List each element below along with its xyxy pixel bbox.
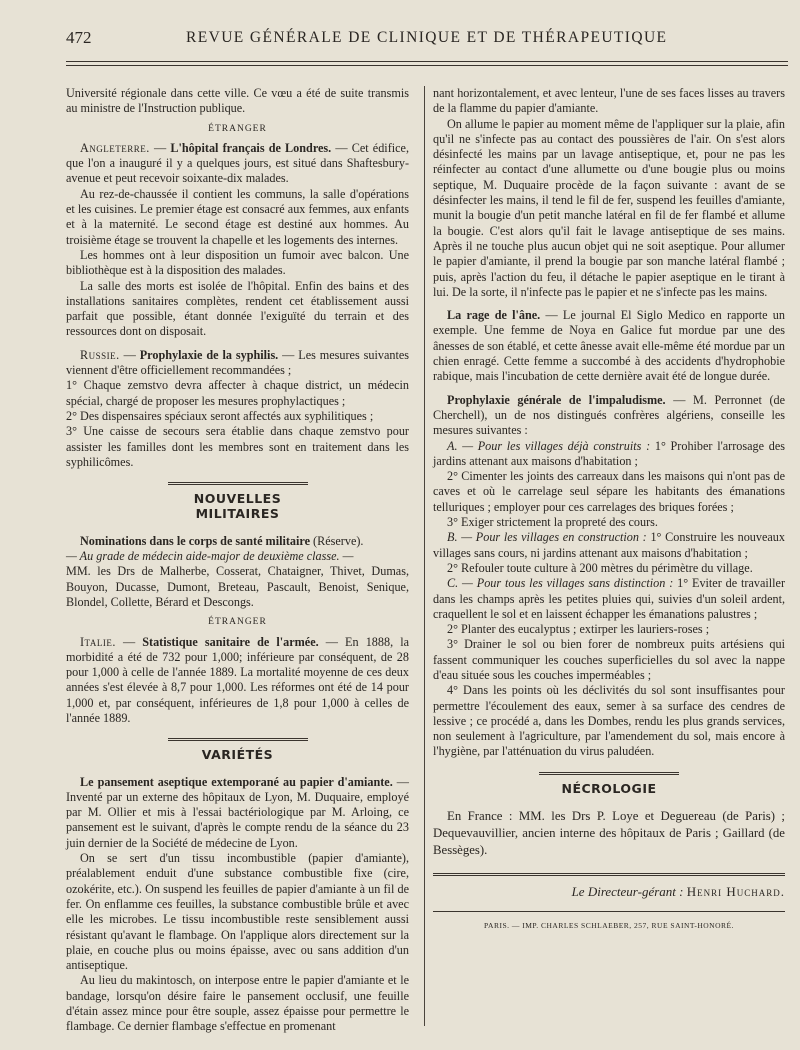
item-text: — En 1888, la morbidité a été de 732 pour 1,000; inférieure par conséquent, de 28 pour 1,000 à celle de l'année 1889. La mortalité moyenne de ces deux années s'est élevée à 8,7 pour 1,000. Les réformes ont été de 14 pour 1,000 et, par conséquent, inférieures de 1,8 pour 1,000 à celles de l'année 1889. <box>66 634 409 725</box>
grade-line: — Au grade de médecin aide-major de deuxième classe. — <box>66 549 354 564</box>
measure-heading: A. — Pour les villages déjà construits : <box>447 438 651 453</box>
paragraph: Au lieu du makintosch, on interpose entre le papier d'amiante et le bandage, lorsqu'on désire faire le pansement occlusif, une feuille d'étain assez mince pour être souple, assez épaisse pour permettre le flambage. Ce dernier flambage s'effectue en promenant <box>66 973 409 1034</box>
running-title: REVUE GÉNÉRALE DE CLINIQUE ET DE THÉRAPEUTIQUE <box>186 29 668 46</box>
right-column <box>433 86 785 934</box>
list-item: 1° Chaque zemstvo devra affecter à chaque district, un médecin spécial, chargé de proposer les mesures prophylactiques ; <box>66 378 409 408</box>
paragraph: On se sert d'un tissu incombustible (papier d'amiante), préalablement enduit d'une substance combustible fixe (cire, ozokérite, etc.). On suspend les feuilles de papier d'amiante à un fil de fer. On enflamme ces feuilles, la substance combustible brûle et avec elle les microbes. Le tissu incombustible reste sensiblement aussi résistant qu'avant le flambage. On l'applique alors directement sur la plaie, en couche plus ou moins épaisse, avec ou sans addition d'un antiseptique. <box>66 851 409 973</box>
list-item: 2° Cimenter les joints des carreaux dans les maisons qui n'ont pas de caves et où le carrelage seul sépare les habitants des émanations telluriques ; employer pour ces carrelages des briques forées ; <box>433 469 785 514</box>
list-item: 2° Planter des eucalyptus ; extirper les lauriers-roses ; <box>447 622 710 637</box>
printer-imprint: PARIS. — IMP. CHARLES SCHLAEBER, 257, RUE SAINT-HONORÉ. <box>433 911 785 933</box>
paragraph: nant horizontalement, et avec lenteur, l'une de ses faces lisses au travers de la flamme du papier d'amiante. <box>433 86 785 116</box>
country-name: Angleterre. <box>80 140 150 155</box>
item-title: L'hôpital français de Londres. <box>170 140 332 155</box>
item-title: Statistique sanitaire de l'armée. <box>142 634 319 649</box>
item-title: Prophylaxie de la syphilis. <box>139 347 279 362</box>
measure-text: 1° Eviter de travailler dans les champs après les petites pluies qui, suivies d'un soleil ardent, craquellent le sol et en laissent échapper les émanations palustres ; <box>433 576 786 621</box>
list-item: 3° Exiger strictement la propreté des cours. <box>447 515 658 530</box>
measure-c <box>433 576 785 622</box>
measure-heading: C. — Pour tous les villages sans distinction : <box>447 576 674 591</box>
news-item-rage <box>433 308 785 384</box>
left-column <box>66 86 409 1035</box>
paragraph: Au rez-de-chaussée il contient les communs, la salle d'opérations et les cuisines. Le premier étage est consacré aux femmes, aux enfants et à la maternité. Le second étage est destiné aux hommes. Au troisième étage se trouvent la chapelle et les logements des internes. <box>66 186 409 247</box>
measure-heading: B. — Pour les villages en construction : <box>447 530 647 545</box>
news-item-russie: Russie. — Prophylaxie de la syphilis. — Les mesures suivantes viennent d'être officiellement recommandées ; <box>66 347 409 378</box>
item-title: La rage de l'âne. <box>447 308 541 323</box>
list-item: 3° Une caisse de secours sera établie dans chaque zemstvo pour assister les familles dont les membres sont en traitement dans les syphilicômes. <box>66 424 409 469</box>
measure-text: 1° Prohiber l'arrosage des jardins attenant aux maisons d'habitation ; <box>433 438 785 468</box>
country-name: Russie. <box>80 347 120 362</box>
news-item-paludisme <box>433 393 785 439</box>
section-heading-necrologie: NÉCROLOGIE <box>539 772 679 796</box>
paragraph: Les hommes ont à leur disposition un fumoir avec balcon. Une bibliothèque est à la disposition des malades. <box>66 247 409 278</box>
column-divider <box>424 86 425 1026</box>
item-text: — Le journal El Siglo Medico en rapporte un exemple. Une femme de Noya en Galice fut mordue par une des ânesses de son établé, et cette ânesse avait elle-même été mordue par un chien enragé. Cette femme a succombé à des accidents d'hydrophobie rabique, mais l'incubation de cette dernière avait été de longue durée. <box>433 308 785 384</box>
news-item-pansement <box>66 775 409 851</box>
header-rule <box>66 61 788 66</box>
item-text: (Réserve). <box>310 533 364 548</box>
signature <box>433 873 785 899</box>
measure-b <box>433 530 785 561</box>
section-heading-militaires: NOUVELLES MILITAIRES <box>168 482 308 522</box>
item-text: — Les mesures suivantes viennent d'être officiellement recommandées ; <box>66 347 409 378</box>
signature-role: Le Directeur-gérant : <box>571 884 687 900</box>
page-number: 472 <box>66 28 92 47</box>
item-title: Le pansement aseptique extemporané au papier d'amiante. <box>80 774 393 789</box>
item-text: — M. Perronnet (de Cherchell), un de nos distingués confrères algériens, conseille les mesures suivantes : <box>433 392 786 438</box>
names-list: MM. les Drs de Malherbe, Cosserat, Chataigner, Thivet, Dumas, Bouyon, Ducasse, Dumont, Breteau, Pascault, Benoist, Senique, Blondel, Collette, Bérard et Descongs. <box>66 564 409 609</box>
news-item-angleterre: Angleterre. — L'hôpital français de Londres. — Cet édifice, que l'on a inauguré il y a quelques jours, est situé dans Shaftesbury-avenue et peut recevoir soixante-dix malades. <box>66 140 410 186</box>
paragraph: La salle des morts est isolée de l'hôpital. Enfin des bains et des installations sanitaires complètes, rendent cet établissement aussi parfait que possible, étant donnée l'exiguïté du terrain et des ressources dont on disposait. <box>66 278 409 339</box>
subheading-etranger: ÉTRANGER <box>208 123 267 134</box>
item-title: Prophylaxie générale de l'impaludisme. <box>447 392 666 407</box>
measure-text: 1° Construire les nouveaux villages sans cours, ni jardins attenant aux maisons d'habitation ; <box>433 530 785 560</box>
paragraph: On allume le papier au moment même de l'appliquer sur la plaie, afin qu'il ne s'infecte pas au contact des poussières de l'air. On s'est alors désinfecté les mains par un lavage antiseptique, et, pour ne pas les réinfecter au contact d'une allumette ou d'une bougie plus ou moins septique, M. Duquaire procède de la façon suivante : avant de se désinfecter les mains, il tend le fil de fer, suspend les feuilles d'amiante, munit la bougie d'un petit manche latéral en fil de fer flambé et allume la bougie. C'est alors qu'il fait le lavage antiseptique de ses mains. Après il ne touche plus aucun objet qui ne soit aseptique. Pour allumer le papier d'amiante, il prend la bougie par son manche latéral flambé ; puis, après l'action du feu, il détache le papier aseptique en le tirant à lui. De la sorte, il n'infecte pas le papier et ne s'infecte pas les mains. <box>433 116 785 299</box>
page-header <box>66 28 788 52</box>
signature-name: Henri Huchard. <box>686 884 785 900</box>
paragraph: Université régionale dans cette ville. Ce vœu a été de suite transmis au ministre de l'Instruction publique. <box>66 86 409 116</box>
country-name: Italie. <box>80 634 116 649</box>
item-text: — Inventé par un externe des hôpitaux de Lyon, M. Duquaire, employé par M. Ollier et mis à l'essai bactériologique par M. Arloing, ce pansement est le suivant, d'après le compte rendu de la séance du 23 juin dernier de la Société de médecine de Lyon. <box>66 774 409 850</box>
news-item-nominations <box>66 534 409 549</box>
list-item: 2° Des dispensaires spéciaux seront affectés aux syphilitiques ; <box>66 408 374 423</box>
section-heading-varietes: VARIÉTÉS <box>168 738 308 762</box>
necrology-text: En France : MM. les Drs P. Loye et Deguereau (de Paris) ; Dequevauvillier, ancien interne des hôpitaux de Paris ; Gaillard (de Bessèges). <box>433 809 785 858</box>
list-item: 2° Refouler toute culture à 200 mètres du périmètre du village. <box>447 560 753 575</box>
item-text: — Cet édifice, que l'on a inauguré il y a quelques jours, est situé dans Shaftesbury-avenue et peut recevoir soixante-dix malades. <box>66 140 410 186</box>
item-title: Nominations dans le corps de santé militaire <box>80 533 310 548</box>
measure-a <box>433 439 785 470</box>
list-item: 4° Dans les points où les déclivités du sol sont insuffisantes pour permettre l'écoulement des eaux, semer à sa surface des cendres de lessive ; ce procédé a, dans les Dombes, rendu les plus grands services, non seulement à l'agriculture, par l'amendement du sol, mais encore à l'hygiène, par l'atténuation du virus paludéen. <box>433 683 785 759</box>
subheading-etranger: ÉTRANGER <box>208 617 267 628</box>
news-item-italie: Italie. — Statistique sanitaire de l'armée. — En 1888, la morbidité a été de 732 pour 1,000; inférieure par conséquent, de 28 pour 1,000 à celle de l'année 1889. La mortalité moyenne de ces deux années s'est élevée à 8,7 pour 1,000. Les réformes ont été de 14 pour 1,000 et, par conséquent, inférieures de 1,8 pour 1,000 à celles de l'année 1889. <box>66 634 409 725</box>
list-item: 3° Drainer le sol ou bien forer de nombreux puits artésiens qui fassent communiquer les couches superficielles du sol avec la nappe d'eau située sous les couches imperméables ; <box>433 637 785 682</box>
